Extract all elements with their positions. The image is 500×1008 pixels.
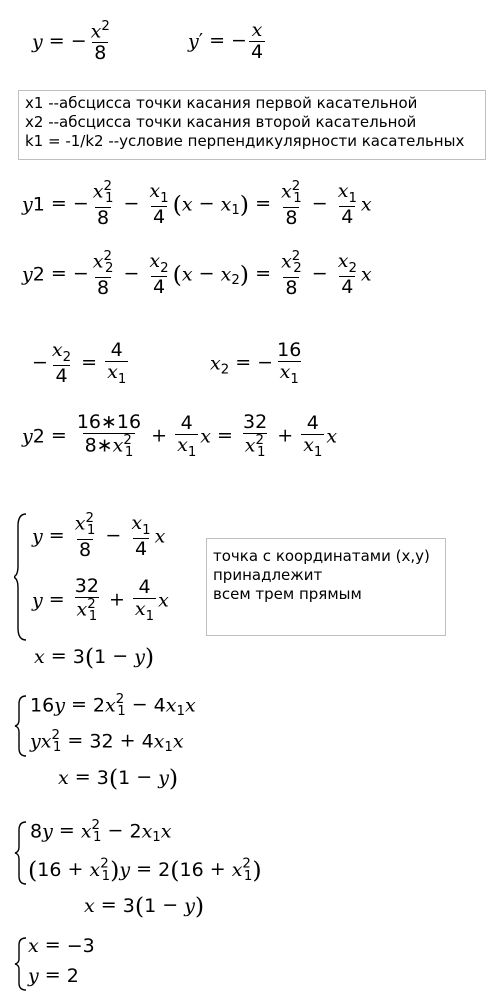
- equation-tangent-2: y2 = − $\frac{x^2_2}{8}$ − $\frac{x_2}{4}$ $(x - x_2)$ = $\frac{x^2_2}{8}$ − $\frac{x_2}{4}$ x: [22, 249, 372, 299]
- system2-eq2: $yx^2_1 = 32 + 4x_1x$: [30, 728, 184, 756]
- point-note: [206, 538, 446, 636]
- fraction-x2-over-8: $\frac{x^2}{8}$: [90, 19, 110, 65]
- system-brace-1: [14, 512, 28, 642]
- system2-eq1: $16y = 2x^2_1 - 4x_1x$: [30, 692, 196, 720]
- definition-line-1: x1 --абсцисса точки касания первой касательной: [25, 94, 418, 112]
- equation-derivative: y′ = − $\frac{x}{4}$: [188, 19, 264, 63]
- system-brace-3: [14, 820, 28, 886]
- system3-eq3: x = 3(1 − y): [84, 892, 205, 920]
- system1-eq2: y = $\frac{32}{x^2_1}$ + $\frac{4}{x_1}$ x: [32, 575, 169, 625]
- system1-eq3: x = 3(1 − y): [34, 643, 155, 671]
- answer-x: x = −3: [28, 934, 95, 957]
- system-brace-4: [14, 936, 28, 992]
- equation-parabola: y = − $\frac{x^2}{8}$: [32, 19, 110, 65]
- equation-x2-expressed: $x_2$ = − $\frac{16}{x_1}$: [210, 339, 302, 387]
- definition-line-3: k1 = -1/k2 --условие перпендикулярности касательных: [25, 132, 465, 150]
- system2-eq3: x = 3(1 − y): [58, 764, 179, 792]
- system3-eq2: $(16 + x^2_1)y = 2(16 + x^2_1)$: [28, 856, 262, 884]
- equation-perpendicular: − $\frac{x_2}{4}$ = $\frac{4}{x_1}$: [32, 339, 127, 388]
- point-note-line-3: всем трем прямым: [213, 585, 362, 603]
- point-note-line-1: точка с координатами (x,y): [213, 547, 430, 565]
- system-brace-2: [14, 694, 28, 758]
- system1-eq1: y = $\frac{x^2_1}{8}$ − $\frac{x_1}{4}$ x: [32, 511, 166, 561]
- answer-y: y = 2: [28, 964, 79, 987]
- fraction-x-over-4: $\frac{x}{4}$: [250, 19, 264, 63]
- definitions-note: [18, 90, 486, 160]
- equation-tangent-1: y1 = − $\frac{x^2_1}{8}$ − $\frac{x_1}{4}$ $(x - x_1)$ = $\frac{x^2_1}{8}$ − $\frac{x_1}{4}$ x: [22, 179, 372, 229]
- point-note-line-2: принадлежит: [213, 566, 323, 584]
- equation-y2-substituted: y2 = $\frac{16∗16}{8∗x^2_1}$ + $\frac{4}{x_1}$ x = $\frac{32}{x^2_1}$ + $\frac{4}{x_1}$ x: [22, 411, 338, 461]
- definition-line-2: x2 --абсцисса точки касания второй касательной: [25, 113, 417, 131]
- system3-eq1: $8y = x^2_1 - 2x_1x$: [30, 818, 172, 846]
